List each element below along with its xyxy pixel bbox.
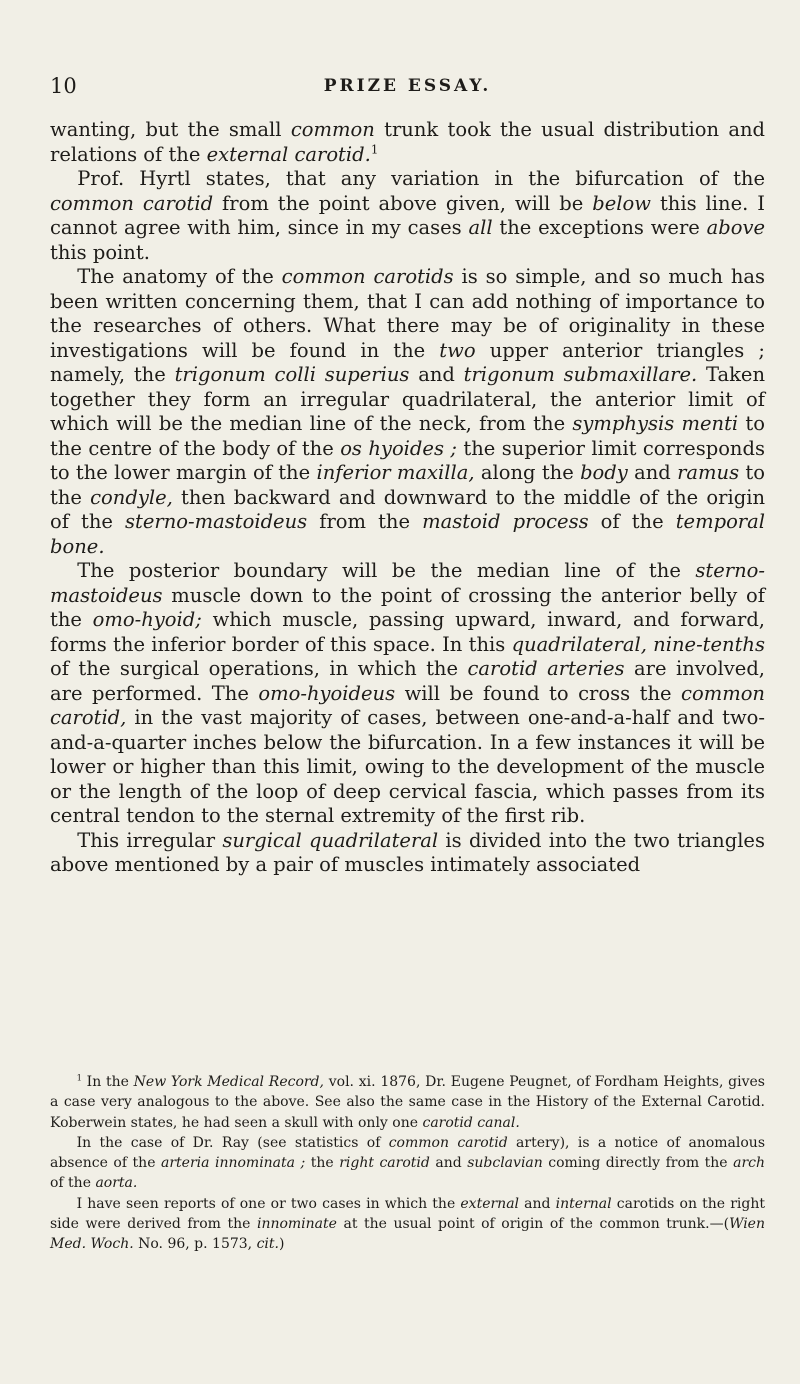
italic-text: symphysis menti <box>572 412 739 435</box>
text-run: at the usual point of origin of the common trunk.—( <box>336 1216 730 1233</box>
paragraph <box>50 118 765 167</box>
italic-text: surgical quadrilateral <box>222 828 439 852</box>
italic-text: arteria innominata ; <box>161 1155 306 1172</box>
text-run: to the <box>50 461 765 509</box>
italic-text: omo-hyoid; <box>92 608 202 631</box>
text-run: the <box>305 1155 340 1172</box>
italic-text: carotid arteries <box>467 657 625 680</box>
italic-text: cit. <box>256 1236 279 1253</box>
page-number: 10 <box>50 74 77 98</box>
text-run: Taken together they form an irregular quadrilateral, the anterior limit of which will be the median line of the neck, from the <box>50 363 766 435</box>
text-run: and <box>627 461 678 484</box>
footnotes <box>50 1072 765 1255</box>
text-run: from the point above given, will be <box>213 191 593 215</box>
italic-text: carotid canal. <box>422 1114 520 1131</box>
text-run: and <box>519 1195 556 1212</box>
italic-text: ramus <box>677 461 740 484</box>
footnote <box>50 1194 765 1255</box>
italic-text: body <box>580 461 628 484</box>
text-run: vol. xi. 1876, Dr. Eugene Peugnet, of Fordham Heights, gives a case very analogous to the above. See also the same case in the History of the External Carotid. Koberwein states, he had seen a skull with only one <box>50 1074 765 1131</box>
page-header <box>50 74 765 104</box>
italic-text: Wien Med. Woch. <box>50 1216 765 1253</box>
italic-text: subclavian <box>467 1155 543 1172</box>
italic-text: mastoid process <box>422 510 589 533</box>
text-run: along the <box>474 461 581 484</box>
italic-text: all <box>468 216 493 239</box>
italic-text: trigonum colli superius <box>174 363 410 386</box>
text-run: Prof. Hyrtl states, that any variation in the bifurcation of the <box>77 167 765 190</box>
paragraph <box>50 265 765 559</box>
italic-text: omo-hyoideus <box>258 681 396 705</box>
text-run: will be found to cross the <box>395 681 682 705</box>
text-run: No. 96, p. 1573, <box>133 1236 257 1253</box>
text-run: this point. <box>50 240 150 264</box>
text-run: this line. I cannot agree with him, since in my cases <box>50 191 765 239</box>
text-run: The anatomy of the <box>77 265 282 288</box>
italic-text: external <box>460 1195 520 1212</box>
italic-text: sterno-mastoideus <box>50 559 765 607</box>
text-run: of the surgical operations, in which the <box>50 657 468 680</box>
italic-text: quadrilateral, nine-tenths <box>511 632 765 656</box>
text-run: to the centre of the body of the <box>50 412 765 460</box>
text-run: and <box>429 1155 468 1172</box>
italic-text: external carotid. <box>206 142 371 166</box>
paragraph <box>50 167 765 265</box>
text-run: The posterior boundary will be the median line of the <box>77 559 696 582</box>
italic-text: common carotids <box>281 265 454 288</box>
italic-text: common <box>290 118 375 141</box>
italic-text: innominate <box>256 1216 337 1233</box>
italic-text: two <box>439 338 476 362</box>
text-run: coming directly from the <box>542 1155 734 1172</box>
italic-text: trigonum submaxillare. <box>463 363 698 386</box>
text-run: in the vast majority of cases, between one-and-a-half and two-and-a-quarter inches below the bifurcation. In a few instances it will be lower or higher than this limit, owing to the development of the muscle or the length of the loop of deep cervical fascia, which passes from its central tendon to the sternal extremity of the first rib. <box>50 706 765 827</box>
italic-text: common carotid <box>388 1134 508 1151</box>
text-run: upper anterior triangles ; namely, the <box>50 338 765 386</box>
italic-text: common carotid <box>50 191 214 215</box>
text-run: muscle down to the point of crossing the anterior belly of the <box>50 583 765 631</box>
text-run: is divided into the two triangles above mentioned by a pair of muscles intimately associated <box>50 828 765 876</box>
italic-text: arch <box>733 1155 766 1172</box>
paragraph <box>50 829 765 878</box>
text-run: In the case of Dr. Ray (see statistics of <box>76 1134 389 1151</box>
running-title: PRIZE ESSAY. <box>323 76 492 96</box>
text-run: trunk took the usual distribution and relations of the <box>50 118 765 166</box>
text-run: ) <box>278 1236 285 1253</box>
text-run: which muscle, passing upward, inward, and forward, forms the inferior border of this space. In this <box>50 608 765 656</box>
italic-text: internal <box>555 1195 612 1212</box>
text-run: then backward and downward to the middle of the origin of the <box>50 485 765 533</box>
text-run: from the <box>307 510 423 533</box>
paragraph <box>50 559 765 829</box>
footnote <box>50 1072 765 1133</box>
footnote <box>50 1133 765 1194</box>
text-run: This irregular <box>77 828 223 852</box>
italic-text: right carotid <box>339 1155 430 1172</box>
text-run: artery), is a notice of anomalous absence of the <box>50 1134 765 1172</box>
footnote-marker: 1 <box>76 1072 82 1083</box>
italic-text: condyle, <box>90 485 173 509</box>
italic-text: temporal bone. <box>50 510 765 558</box>
italic-text: common carotid, <box>50 681 765 729</box>
body-text <box>50 118 765 878</box>
italic-text: sterno-mastoideus <box>125 510 308 533</box>
text-run: the superior limit corresponds to the lower margin of the <box>50 436 765 484</box>
footnote-marker: 1 <box>370 142 379 156</box>
italic-text: New York Medical Record, <box>133 1074 324 1090</box>
text-run: wanting, but the small <box>50 118 291 141</box>
italic-text: inferior maxilla, <box>316 461 475 484</box>
italic-text: aorta. <box>95 1175 138 1192</box>
text-run: of the <box>50 1175 96 1192</box>
text-run: is so simple, and so much has been written concerning them, that I can add nothing of importance to the researches of others. What there may be of originality in these investigations will be found in the <box>50 265 766 362</box>
text-run: are involved, are performed. The <box>50 657 765 705</box>
italic-text: below <box>592 191 651 215</box>
text-run: and <box>409 363 464 386</box>
text-run: In the <box>81 1074 134 1090</box>
text-run: I have seen reports of one or two cases in which the <box>76 1195 461 1212</box>
text-run: carotids on the right side were derived from the <box>50 1195 765 1233</box>
text-run: the exceptions were <box>492 216 707 239</box>
italic-text: os hyoides ; <box>340 436 457 460</box>
text-run: of the <box>588 510 676 533</box>
italic-text: above <box>706 216 765 239</box>
